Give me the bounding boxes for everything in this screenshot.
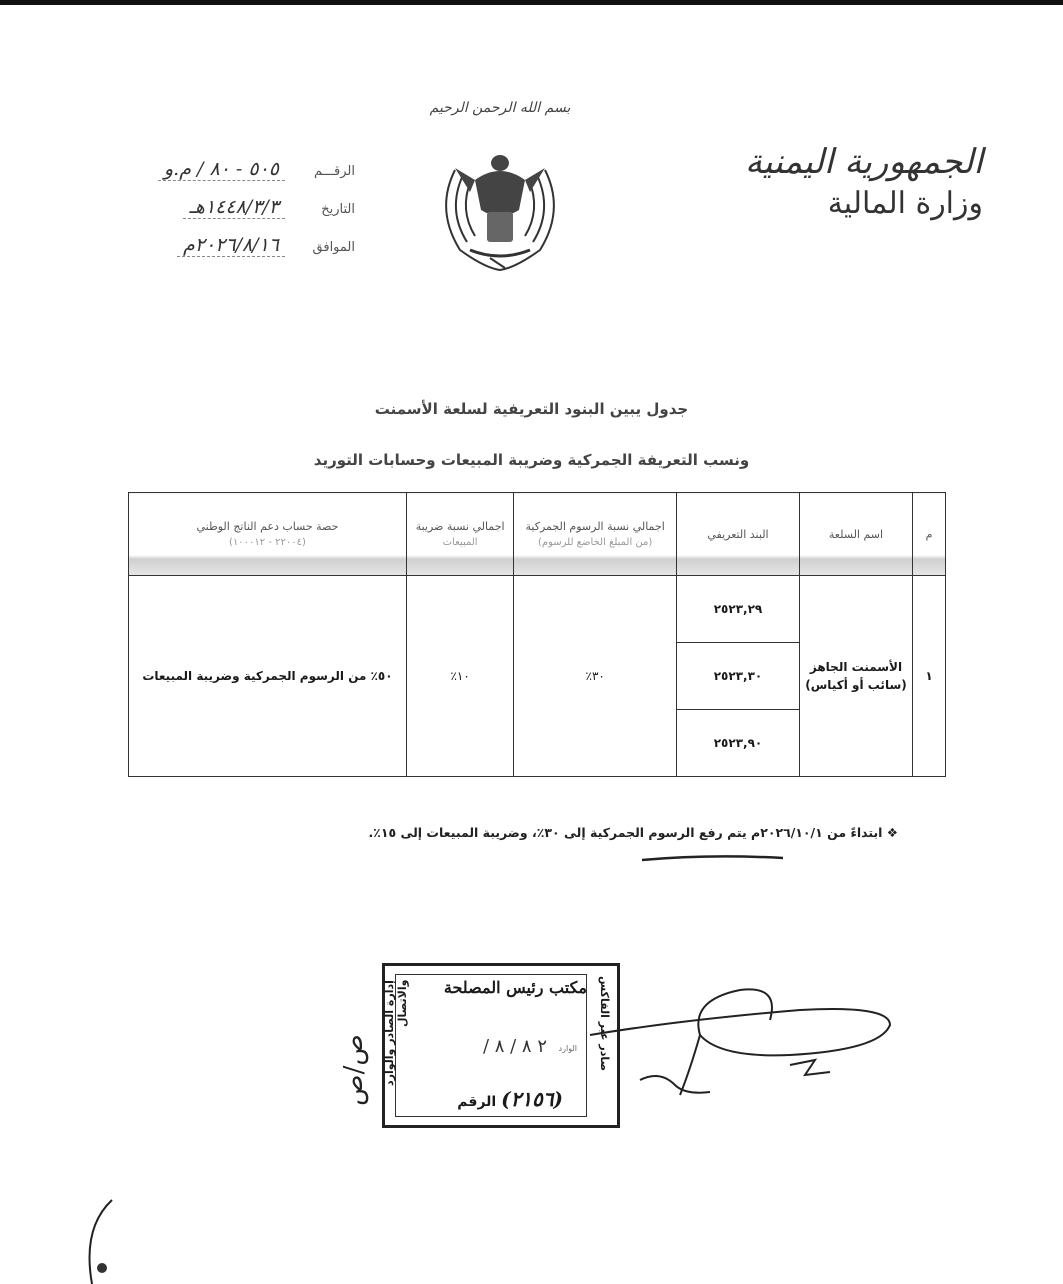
header-cell-item: اسم السلعة [800,493,913,576]
cell-num: ١ [913,576,946,777]
stamp-number-value: (٢١٥٦) [501,1087,563,1111]
ref-value: ٥٠٥ - ٨٠ / م.و [158,158,285,181]
table-row [129,576,946,643]
ref-value: ١٤٤٨/٣/٣هـ [183,196,285,219]
ref-row-number [65,158,355,196]
ref-label: التاريخ [321,202,355,217]
header-cell-num: م [913,493,946,576]
ref-value: ٢٠٢٦/٨/١٦م [177,234,285,257]
top-border [0,0,1063,5]
document-title: جدول يبين البنود التعريفية لسلعة الأسمنت [374,400,689,418]
stamp-number [457,1087,569,1111]
header-cell-code: البند التعريفي [677,493,800,576]
effective-date-note: ❖ ابتداءً من ٢٠٢٦/١٠/١م يتم رفع الرسوم الجمركية إلى ٣٠٪، وضريبة المبيعات إلى ١٥٪. [368,825,898,840]
cell-item: الأسمنت الجاهز (سائب أو أكياس) [800,576,913,777]
cell-code: ٢٥٢٣,٣٠ [677,643,800,710]
tariff-table [128,492,946,777]
ref-label: الموافق [312,240,355,255]
basmala: بسم الله الرحمن الرحيم [429,100,571,116]
cell-customs: ٣٠٪ [514,576,677,777]
stamp-side-right: صادر عبر الفاكس [598,976,611,1072]
punch-hole-mark [72,1198,132,1284]
cell-code: ٢٥٢٣,٩٠ [677,710,800,777]
stamp-number-label: الرقم [457,1094,497,1110]
ministry-line1: الجمهورية اليمنية [744,142,983,182]
eagle-emblem-icon [415,100,585,275]
stamp-date: ٢ ٨ / ٨ / [482,1036,547,1057]
cell-sales-tax: ١٠٪ [406,576,513,777]
stamp-side-left: إدارة الصادر والوارد والاتصال [383,980,409,1086]
cell-code: ٢٥٢٣,٢٩ [677,576,800,643]
header-cell-share: حصة حساب دعم الناتج الوطني (٢٢٠٠٤ - ١٠٠٠١٢) [129,493,407,576]
ref-row-date [65,196,355,234]
ref-label: الرقـــم [313,164,355,179]
stamp-title: مكتب رئيس المصلحة [443,978,587,997]
handwritten-signature [560,980,900,1110]
header-cell-sales-tax: اجمالي نسبة ضريبة المبيعات [406,493,513,576]
handwritten-underline [640,852,785,864]
reference-block [65,158,355,272]
document-subtitle: ونسب التعريفة الجمركية وضريبة المبيعات وحسابات التوريد [313,451,750,469]
ministry-line2: وزارة المالية [827,186,983,221]
ref-row-gregorian [65,234,355,272]
handwritten-initials: ص/ص [338,1034,369,1106]
stamp-mini: الوارد [558,1044,577,1053]
coat-of-arms [415,100,585,275]
cell-share: ٥٠٪ من الرسوم الجمركية وضريبة المبيعات [129,576,407,777]
ministry-header [733,140,983,224]
table-header-row [129,493,946,576]
header-cell-customs: اجمالي نسبة الرسوم الجمركية (من المبلغ الخاضع للرسوم) [514,493,677,576]
